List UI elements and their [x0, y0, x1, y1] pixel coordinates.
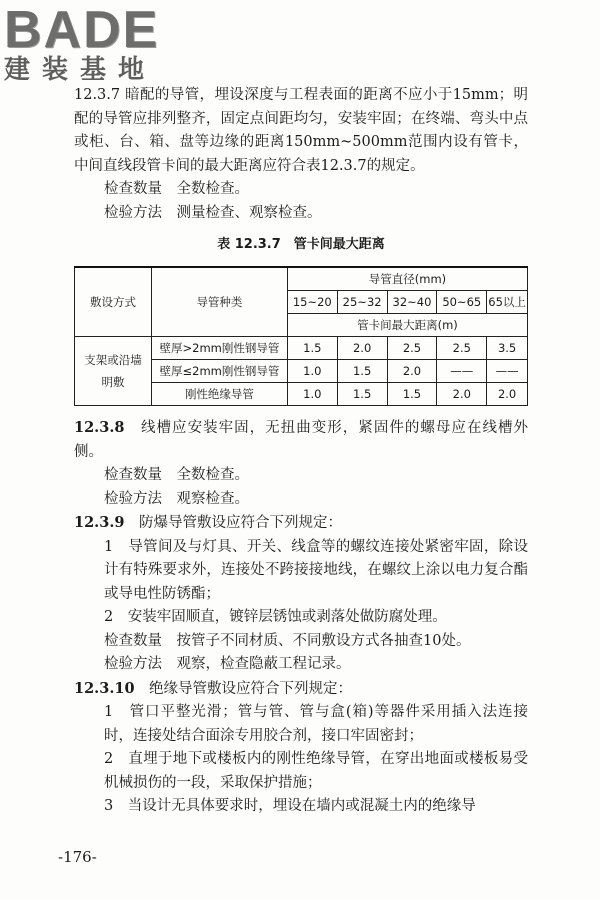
cell: 1.5 [287, 337, 337, 360]
clause-number: 12.3.9 [74, 514, 125, 531]
check-method: 检验方法 观察，检查隐蔽工程记录。 [104, 656, 351, 672]
check-method: 检验方法 测量检查、观察检查。 [104, 204, 322, 221]
check-quantity: 检查数量 按管子不同材质、不同敷设方式各抽查10处。 [104, 632, 471, 649]
logo-word: BADE [4, 1, 160, 59]
watermark-logo [4, 1, 160, 85]
cell: —— [487, 360, 528, 383]
clause-12-3-7: 12.3.7 暗配的导管，埋设深度与工程表面的距离不应小于15mm；明配的导管应排列整齐，固定点间距均匀，安装牢固；在终端、弯头中点或柜、台、箱、盘等边缘的距离150mm~500mm范围内设有管卡，中间直线段管卡间的最大距离应符合表12.3.7的规定。 [74, 87, 528, 174]
clause-number: 12.3.10 [74, 679, 135, 697]
group-label: 支架或沿墙明敷 [75, 337, 152, 406]
diam-col: 25~32 [337, 291, 387, 314]
cell: 2.0 [487, 383, 528, 406]
cell: 3.5 [487, 337, 528, 360]
header-conduit-type: 导管种类 [152, 267, 288, 337]
row-type: 刚性绝缘导管 [152, 383, 288, 406]
clause-text: 防爆导管敷设应符合下列规定： [138, 515, 342, 531]
clause-12-3-10 [74, 677, 528, 702]
table-caption: 表 12.3.7 管卡间最大距离 [217, 237, 385, 252]
row-type: 壁厚>2mm刚性钢导管 [152, 337, 288, 360]
item-2: 2 安装牢固顺直，镀锌层锈蚀或剥落处做防腐处理。 [104, 609, 447, 625]
clause-12-3-8 [74, 416, 528, 464]
header-max-distance: 管卡间最大距离(m) [287, 314, 527, 337]
cell: 1.5 [387, 383, 437, 406]
header-laying-method: 敷设方式 [75, 267, 152, 337]
diam-col: 15~20 [287, 291, 337, 314]
cell: 2.0 [337, 337, 387, 360]
cell: 1.5 [337, 360, 387, 383]
cell: 1.5 [337, 383, 387, 406]
item-1: 1 导管间及与灯具、开关、线盒等的螺纹连接处紧密牢固，除设计有特殊要求外，连接处不跨接接地线，在螺纹上涂以电力复合酯或导电性防锈酯； [104, 538, 528, 602]
page-number: -176- [58, 848, 97, 866]
clause-text: 线槽应安装牢固，无扭曲变形，紧固件的螺母应在线槽外侧。 [74, 420, 529, 460]
clause-12-3-9 [74, 511, 528, 536]
item-2: 2 直埋于地下或楼板内的刚性绝缘导管，在穿出地面或楼板易受机械损伤的一段，采取保护措施； [104, 751, 528, 791]
clause-text: 绝缘导管敷设应符合下列规定： [149, 680, 353, 697]
check-quantity: 检查数量 全数检查。 [104, 181, 249, 197]
diam-col: 32~40 [387, 291, 437, 314]
page-content [74, 84, 528, 819]
item-1: 1 管口平整光滑；管与管、管与盒(箱)等器件采用插入法连接时，连接处结合面涂专用胶合剂，接口牢固密封； [104, 704, 528, 744]
header-diameter: 导管直径(mm) [287, 267, 527, 291]
logo-subtitle: 建装基地 [4, 55, 157, 85]
check-quantity: 检查数量 全数检查。 [104, 467, 249, 483]
cell: —— [437, 360, 487, 383]
cell: 2.0 [437, 383, 487, 406]
cell: 2.5 [437, 337, 487, 360]
clause-number: 12.3.8 [74, 419, 125, 436]
row-type: 壁厚≤2mm刚性钢导管 [152, 360, 288, 383]
cell: 2.0 [387, 360, 437, 383]
cell: 2.5 [387, 337, 437, 360]
cell: 1.0 [287, 383, 337, 406]
clamp-distance-table [74, 266, 528, 406]
diam-col: 50~65 [437, 291, 487, 314]
diam-col: 65以上 [487, 291, 528, 314]
cell: 1.0 [287, 360, 337, 383]
item-3: 3 当设计无具体要求时，埋设在墙内或混凝土内的绝缘导 [104, 798, 476, 814]
check-method: 检验方法 观察检查。 [104, 490, 249, 507]
